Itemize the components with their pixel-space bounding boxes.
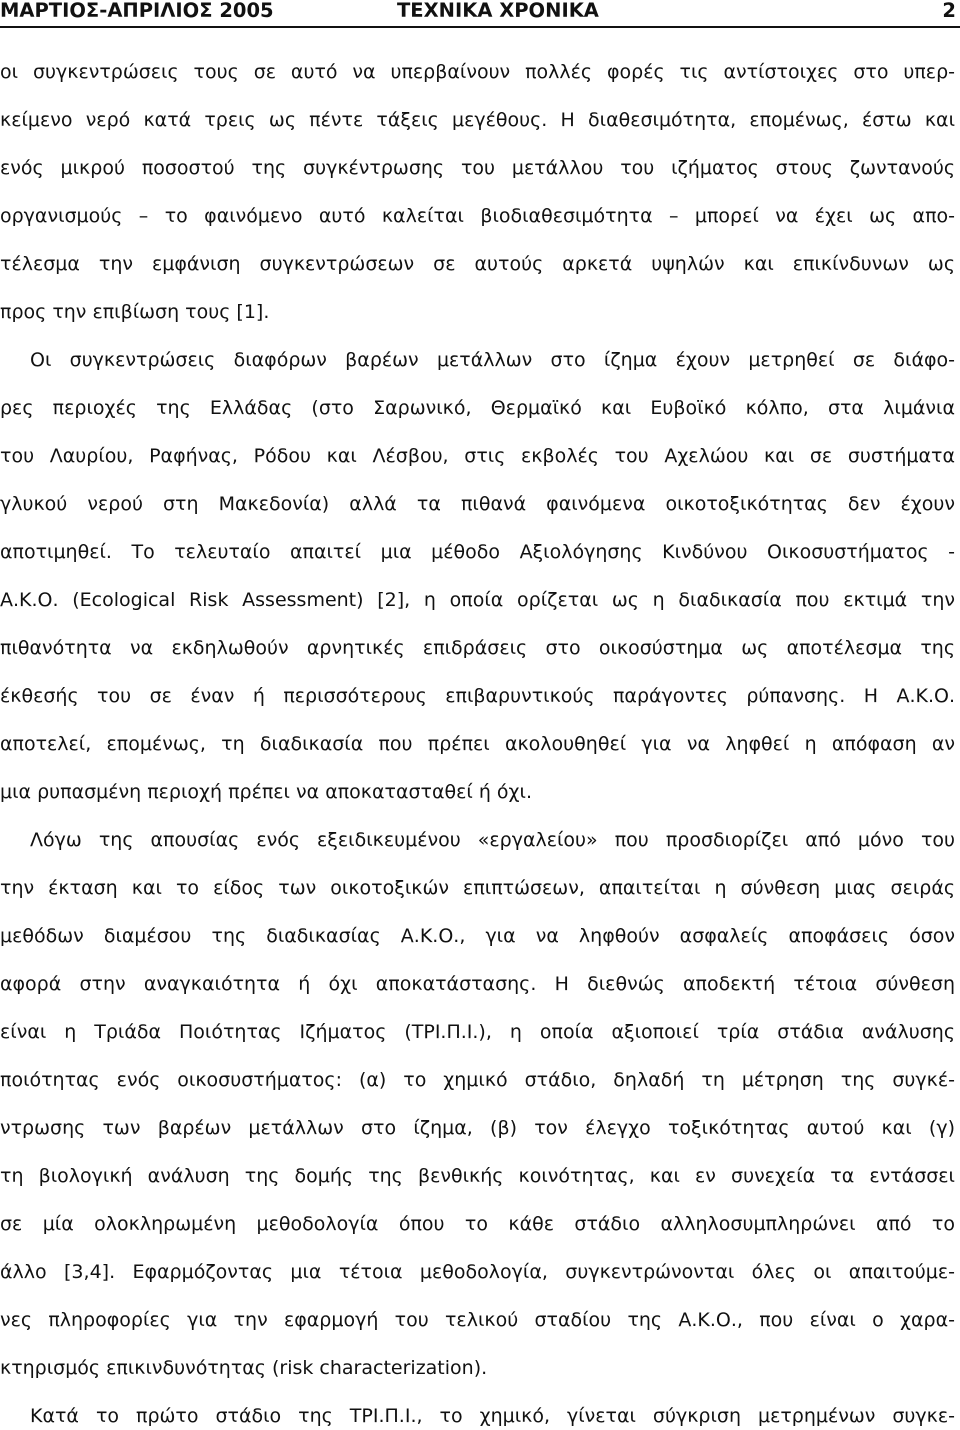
text-line: μια ρυπασμένη περιοχή πρέπει να αποκατασταθεί ή όχι. (0, 781, 532, 803)
text-line: Α.Κ.Ο. (Ecological Risk Assessment) [2], η οποία ορίζεται ως η διαδικασία που εκτιμά την (0, 589, 955, 611)
issue-date: ΜΑΡΤΙΟΣ-ΑΠΡΙΛΙΟΣ 2005 (0, 0, 274, 22)
text-line: τέλεσμα την εμφάνιση συγκεντρώσεων σε αυτούς αρκετά υψηλών και επικίνδυνων ως (0, 253, 955, 275)
text-line: ρες περιοχές της Ελλάδας (στο Σαρωνικό, Θερμαϊκό και Ευβοϊκό κόλπο, στα λιμάνια (0, 397, 955, 419)
text-line: ντρωσης των βαρέων μετάλλων στο ίζημα, (β) τον έλεγχο τοξικότητας αυτού και (γ) (0, 1117, 955, 1139)
header-rule (0, 26, 960, 28)
text-line: αφορά στην αναγκαιότητα ή όχι αποκατάστασης. Η διεθνώς αποδεκτή τέτοια σύνθεση (0, 973, 955, 995)
text-line: κτηρισμός επικινδυνότητας (risk characterization). (0, 1357, 488, 1379)
page-number: 2 (942, 0, 956, 22)
text-line: Οι συγκεντρώσεις διαφόρων βαρέων μετάλλων στο ίζημα έχουν μετρηθεί σε διάφο- (30, 349, 955, 371)
text-line: είναι η Τριάδα Ποιότητας Ιζήματος (ΤΡΙ.Π.Ι.), η οποία αξιοποιεί τρία στάδια ανάλυσης (0, 1021, 955, 1043)
text-line: κείμενο νερό κατά τρεις ως πέντε τάξεις μεγέθους. Η διαθεσιμότητα, επομένως, έστω και (0, 109, 955, 131)
text-line: προς την επιβίωση τους [1]. (0, 301, 270, 323)
text-line: Λόγω της απουσίας ενός εξειδικευμένου «εργαλείου» που προσδιορίζει από μόνο του (30, 829, 955, 851)
text-line: άλλο [3,4]. Εφαρμόζοντας μια τέτοια μεθοδολογία, συγκεντρώνονται όλες οι απαιτούμε- (0, 1261, 955, 1283)
text-line: οργανισμούς – το φαινόμενο αυτό καλείται βιοδιαθεσιμότητα – μπορεί να έχει ως απο- (0, 205, 955, 227)
text-line: αποτιμηθεί. Το τελευταίο απαιτεί μια μέθοδο Αξιολόγησης Κινδύνου Οικοσυστήματος - (0, 541, 955, 563)
text-line: αποτελεί, επομένως, τη διαδικασία που πρέπει ακολουθηθεί για να ληφθεί η απόφαση αν (0, 733, 955, 755)
text-line: πιθανότητα να εκδηλωθούν αρνητικές επιδράσεις στο οικοσύστημα ως αποτέλεσμα της (0, 637, 955, 659)
text-line: ποιότητας ενός οικοσυστήματος: (α) το χημικό στάδιο, δηλαδή τη μέτρηση της συγκέ- (0, 1069, 955, 1091)
text-line: την έκταση και το είδος των οικοτοξικών επιπτώσεων, απαιτείται η σύνθεση μιας σειράς (0, 877, 955, 899)
text-line: ενός μικρού ποσοστού της συγκέντρωσης του μετάλλου του ιζήματος στους ζωντανούς (0, 157, 955, 179)
text-line: νες πληροφορίες για την εφαρμογή του τελικού σταδίου της Α.Κ.Ο., που είναι ο χαρα- (0, 1309, 955, 1331)
text-line: γλυκού νερού στη Μακεδονία) αλλά τα πιθανά φαινόμενα οικοτοξικότητας δεν έχουν (0, 493, 955, 515)
text-line: Κατά το πρώτο στάδιο της ΤΡΙ.Π.Ι., το χημικό, γίνεται σύγκριση μετρημένων συγκε- (30, 1405, 955, 1427)
text-line: μεθόδων διαμέσου της διαδικασίας Α.Κ.Ο., για να ληφθούν ασφαλείς αποφάσεις όσον (0, 925, 955, 947)
text-line: τη βιολογική ανάλυση της δομής της βενθικής κοινότητας, και εν συνεχεία τα εντάσσει (0, 1165, 955, 1187)
text-line: του Λαυρίου, Ραφήνας, Ρόδου και Λέσβου, στις εκβολές του Αχελώου και σε συστήματα (0, 445, 955, 467)
running-header (0, 0, 960, 28)
journal-title: ΤΕΧΝΙΚΑ ΧΡΟΝΙΚΑ (397, 0, 599, 22)
text-line: έκθεσής του σε έναν ή περισσότερους επιβαρυντικούς παράγοντες ρύπανσης. Η Α.Κ.Ο. (0, 685, 955, 707)
text-line: σε μία ολοκληρωμένη μεθοδολογία όπου το κάθε στάδιο αλληλοσυμπληρώνει από το (0, 1213, 955, 1235)
text-line: οι συγκεντρώσεις τους σε αυτό να υπερβαίνουν πολλές φορές τις αντίστοιχες στο υπερ- (0, 61, 955, 83)
